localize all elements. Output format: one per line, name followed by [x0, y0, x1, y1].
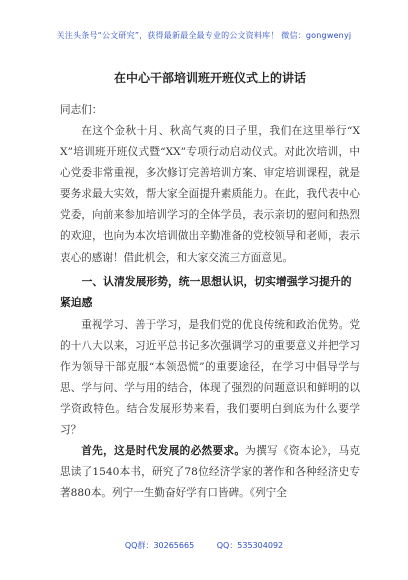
section1-paragraph-1: 重视学习、善于学习，是我们党的优良传统和政治优势。党的十八大以来，习近平总书记多次强调学习的重要意义并把学习作为领导干部克服“本领恐慌”的重要途径，在学习中倡导学与思、学与问、学与用的结合，体现了强烈的问题意识和鲜明的以学资政特色。结合发展形势来看，我们要明白到底为什么要学习？	[60, 318, 360, 437]
footer-contact	[0, 540, 408, 551]
document-body	[60, 60, 360, 505]
footer-qq-group: QQ群：30265665	[124, 541, 195, 550]
document-title: 在中心干部培训班开班仪式上的讲话	[113, 71, 306, 85]
section-heading-1: 一、认清发展形势，统一思想认识，切实增强学习提升的紧迫感	[60, 274, 352, 309]
paragraph-body-text: 为撰写《资本论》，马克思读了1540本书，研究了78位经济学家的著作和各种经济史专著880本。列宁一生勤奋好学有口皆碑。《列宁全	[60, 445, 360, 500]
section1-paragraph-2	[60, 441, 360, 504]
footer-qq-number: QQ：535304092	[216, 541, 284, 550]
header-banner: 关注头条号“公文研究”，获得最新最全最专业的公文资料库！ 微信：gongwenyj	[56, 31, 352, 40]
paragraph-lead-phrase: 首先，这是时代发展的必然要求。	[81, 445, 246, 458]
greeting: 同志们：	[60, 104, 103, 116]
intro-paragraph: 在这个金秋十月、秋高气爽的日子里，我们在这里举行“XX”培训班开班仪式暨“XX”专项行动启动仪式。对此次培训，中心党委非常重视，多次修订完善培训方案、审定培训课程，就是要务求最大实效，帮大家全面提升素质能力。在此，我代表中心党委，向前来参加培训学习的全体学员，表示亲切的慰问和热烈的欢迎，也向为本次培训做出辛勤准备的党校领导和老师，表示衷心的感谢！借此机会，和大家交流三方面意见。	[60, 125, 360, 264]
